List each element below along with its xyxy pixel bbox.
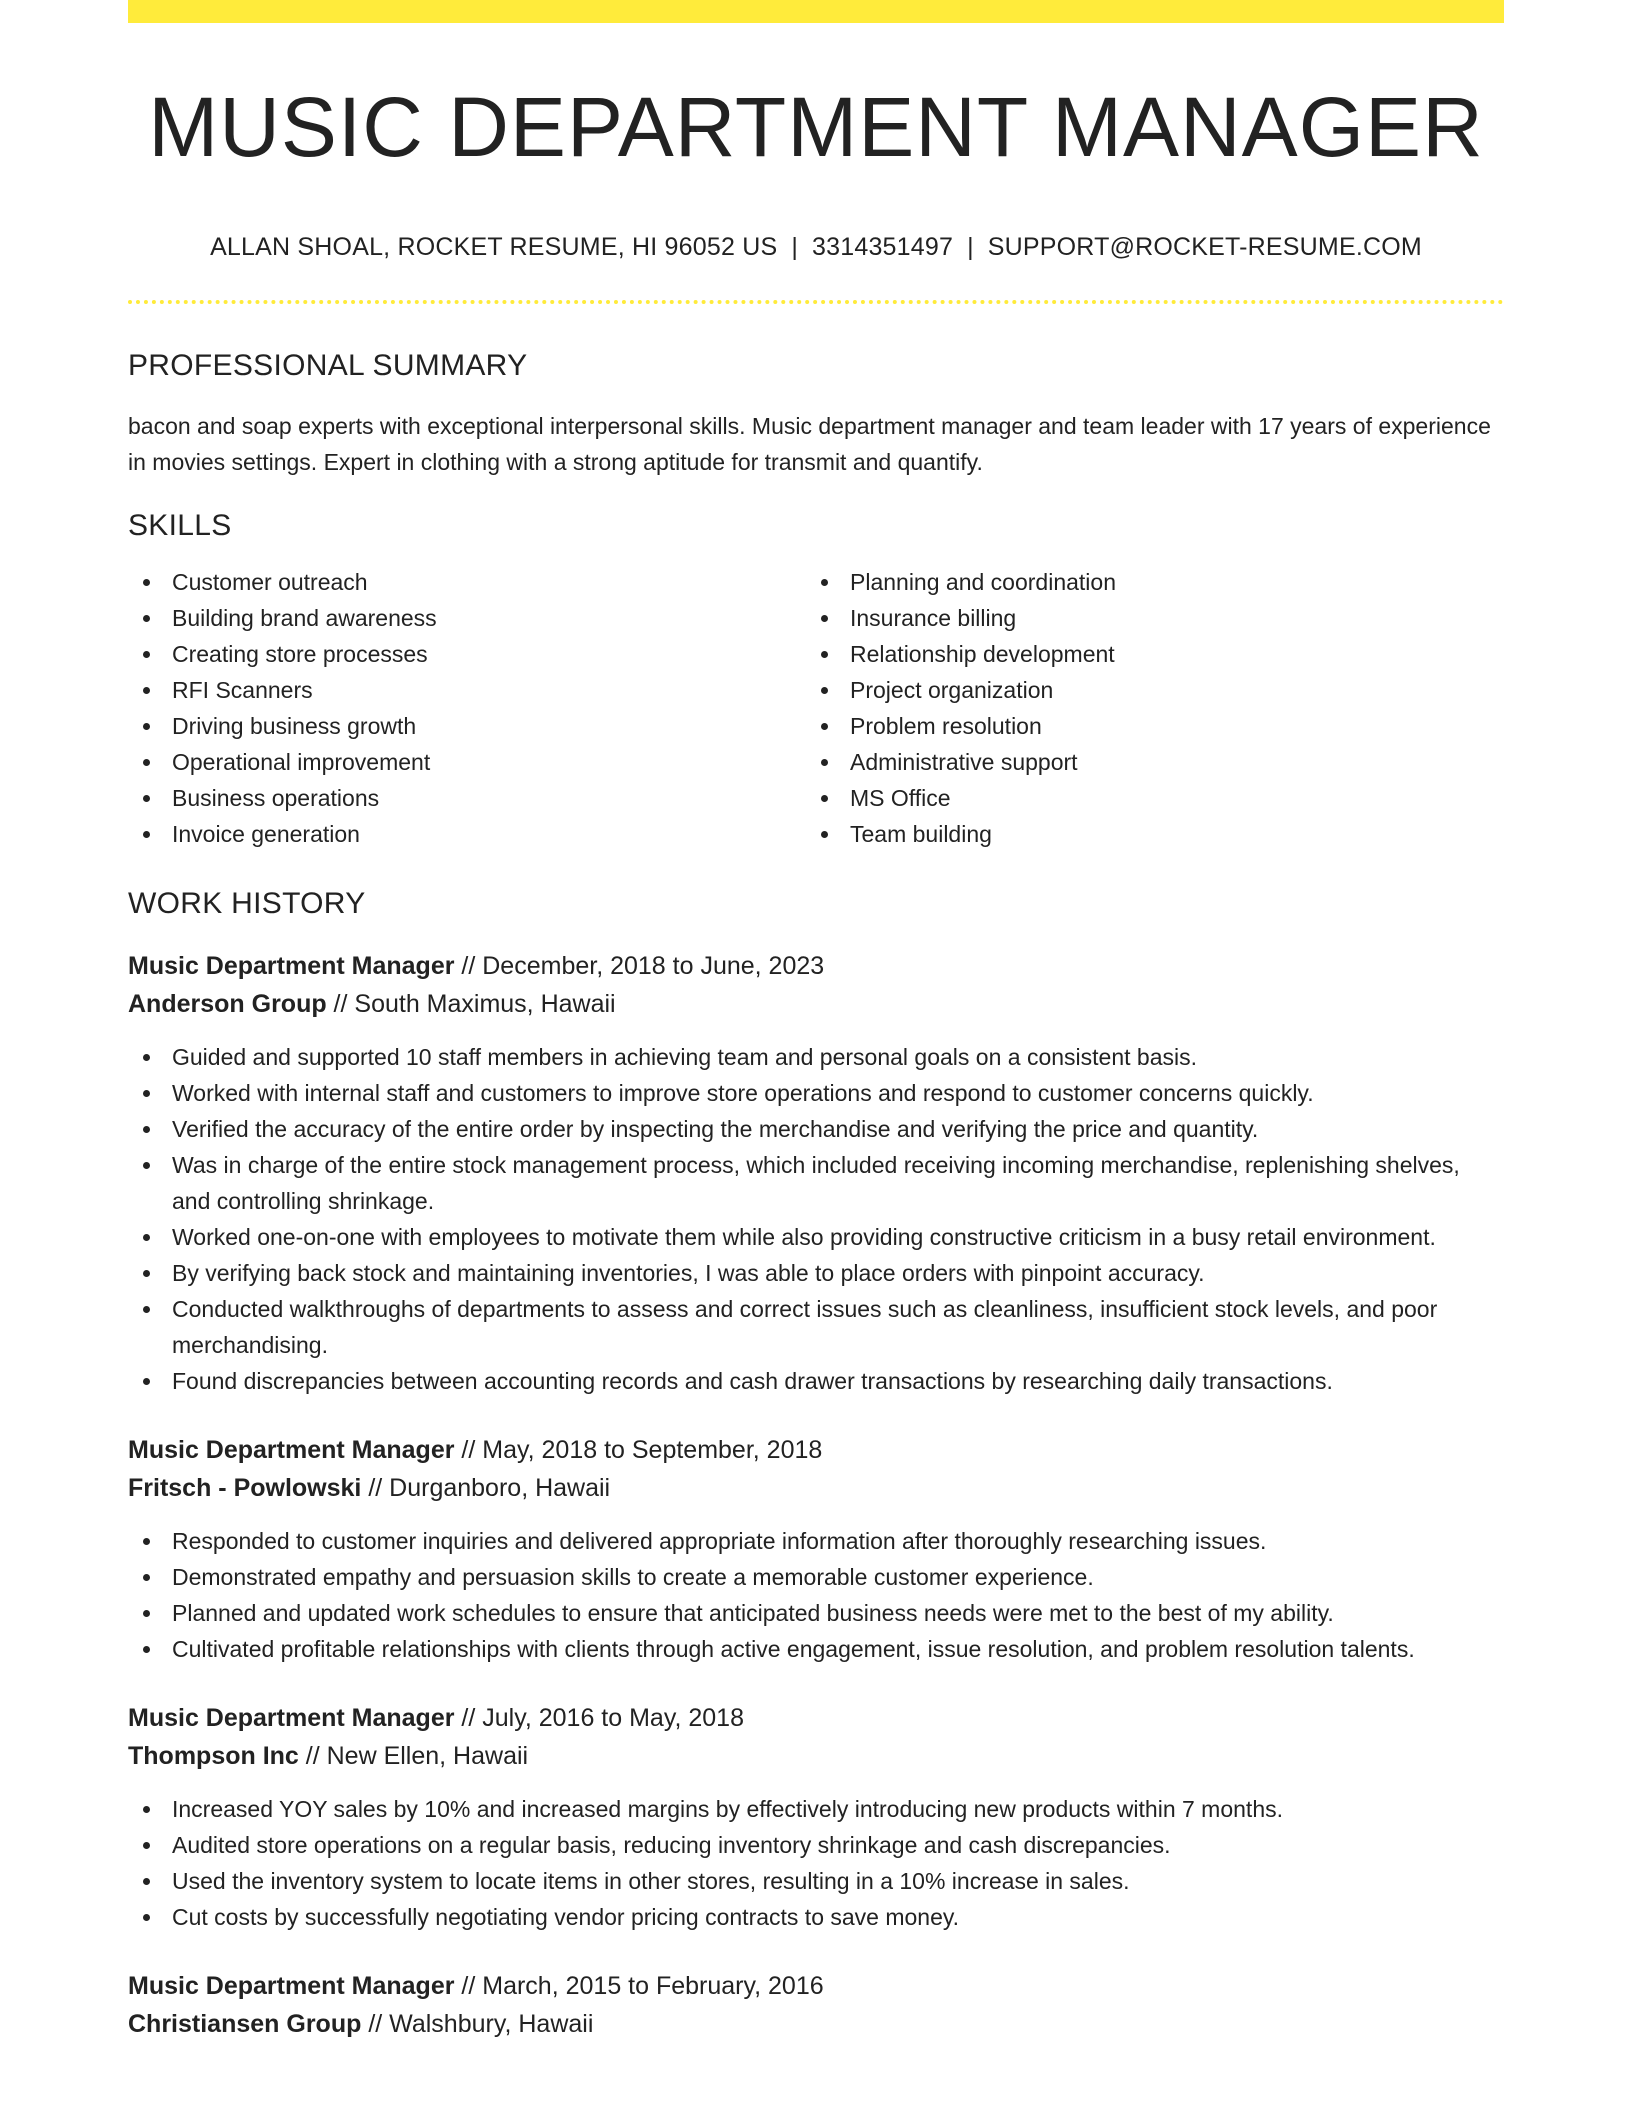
job-dates: // March, 2015 to February, 2016 <box>454 1972 824 2000</box>
job-title-line <box>128 1699 1504 1737</box>
skill-item: Driving business growth <box>128 708 806 744</box>
job-bullet: Verified the accuracy of the entire order by inspecting the merchandise and verifying the price and quantity. <box>128 1111 1504 1147</box>
job-title-line <box>128 1431 1504 1469</box>
skill-item: Relationship development <box>806 636 1484 672</box>
job-location: // South Maximus, Hawaii <box>326 990 616 1018</box>
job-title: Music Department Manager <box>128 1704 455 1732</box>
contact-email: SUPPORT@ROCKET-RESUME.COM <box>987 233 1422 261</box>
resume-page <box>128 0 1504 2043</box>
job-company: Anderson Group <box>128 990 327 1018</box>
skill-item: Insurance billing <box>806 600 1484 636</box>
job-title: Music Department Manager <box>128 1972 455 2000</box>
job-title: Music Department Manager <box>128 1436 455 1464</box>
dotted-divider <box>128 300 1504 304</box>
job-bullets <box>128 1791 1504 1935</box>
job-bullet: Used the inventory system to locate items in other stores, resulting in a 10% increase in sales. <box>128 1863 1504 1899</box>
job-company: Fritsch - Powlowski <box>128 1474 362 1502</box>
job-company-line <box>128 2005 1504 2043</box>
skill-item: Administrative support <box>806 744 1484 780</box>
contact-separator: | <box>791 233 799 261</box>
summary-heading: PROFESSIONAL SUMMARY <box>128 349 528 382</box>
job-entry <box>128 1967 1504 2043</box>
job-title-line <box>128 1967 1504 2005</box>
job-bullet: Found discrepancies between accounting records and cash drawer transactions by researching daily transactions. <box>128 1363 1504 1399</box>
skill-item: Building brand awareness <box>128 600 806 636</box>
skill-item: Invoice generation <box>128 816 806 852</box>
job-title: Music Department Manager <box>128 952 455 980</box>
job-company-line <box>128 1737 1504 1775</box>
job-bullet: Guided and supported 10 staff members in achieving team and personal goals on a consistent basis. <box>128 1039 1504 1075</box>
job-location: // New Ellen, Hawaii <box>298 1742 529 1770</box>
job-bullets <box>128 1523 1504 1667</box>
skills-list-right <box>806 564 1484 852</box>
skills-heading: SKILLS <box>128 509 232 542</box>
skill-item: Customer outreach <box>128 564 806 600</box>
skill-item: Team building <box>806 816 1484 852</box>
job-bullet: Audited store operations on a regular basis, reducing inventory shrinkage and cash discrepancies. <box>128 1827 1504 1863</box>
skills-list-left <box>128 564 806 852</box>
job-entry <box>128 1431 1504 1667</box>
job-bullet: By verifying back stock and maintaining inventories, I was able to place orders with pinpoint accuracy. <box>128 1255 1504 1291</box>
work-history-heading: WORK HISTORY <box>128 887 366 920</box>
job-dates: // December, 2018 to June, 2023 <box>454 952 825 980</box>
skill-item: MS Office <box>806 780 1484 816</box>
job-company: Christiansen Group <box>128 2010 362 2038</box>
skills-grid <box>128 564 1504 852</box>
job-company-line <box>128 1469 1504 1507</box>
resume-title: MUSIC DEPARTMENT MANAGER <box>148 80 1484 174</box>
contact-address: ALLAN SHOAL, ROCKET RESUME, HI 96052 US <box>210 233 778 261</box>
job-company-line <box>128 985 1504 1023</box>
job-company: Thompson Inc <box>128 1742 299 1770</box>
contact-separator: | <box>967 233 974 261</box>
job-bullet: Worked one-on-one with employees to motivate them while also providing constructive criticism in a busy retail environment. <box>128 1219 1504 1255</box>
summary-text: bacon and soap experts with exceptional interpersonal skills. Music department manager and team leader with 17 years of experience in movies settings. Expert in clothing with a strong aptitude for transmit and quantify. <box>128 413 1491 475</box>
skill-item: Operational improvement <box>128 744 806 780</box>
contact-line <box>128 235 1504 260</box>
job-bullet: Planned and updated work schedules to ensure that anticipated business needs were met to the best of my ability. <box>128 1595 1504 1631</box>
job-title-line <box>128 947 1504 985</box>
job-bullet: Cultivated profitable relationships with clients through active engagement, issue resolution, and problem resolution talents. <box>128 1631 1504 1667</box>
job-bullet: Responded to customer inquiries and delivered appropriate information after thoroughly researching issues. <box>128 1523 1504 1559</box>
skill-item: Planning and coordination <box>806 564 1484 600</box>
job-location: // Durganboro, Hawaii <box>361 1474 611 1502</box>
job-dates: // May, 2018 to September, 2018 <box>454 1436 823 1464</box>
job-entry <box>128 947 1504 1399</box>
contact-phone: 3314351497 <box>812 233 954 261</box>
job-bullet: Demonstrated empathy and persuasion skills to create a memorable customer experience. <box>128 1559 1504 1595</box>
job-bullets <box>128 1039 1504 1399</box>
skill-item: Business operations <box>128 780 806 816</box>
skill-item: Creating store processes <box>128 636 806 672</box>
skill-item: Project organization <box>806 672 1484 708</box>
job-bullet: Was in charge of the entire stock management process, which included receiving incoming merchandise, replenishing shelves, and controlling shrinkage. <box>128 1147 1504 1219</box>
accent-top-bar <box>128 0 1504 23</box>
job-bullet: Increased YOY sales by 10% and increased margins by effectively introducing new products within 7 months. <box>128 1791 1504 1827</box>
job-dates: // July, 2016 to May, 2018 <box>454 1704 744 1732</box>
job-bullet: Cut costs by successfully negotiating vendor pricing contracts to save money. <box>128 1899 1504 1935</box>
skill-item: RFI Scanners <box>128 672 806 708</box>
job-location: // Walshbury, Hawaii <box>361 2010 594 2038</box>
job-bullet: Worked with internal staff and customers to improve store operations and respond to customer concerns quickly. <box>128 1075 1504 1111</box>
job-entry <box>128 1699 1504 1935</box>
skill-item: Problem resolution <box>806 708 1484 744</box>
job-bullet: Conducted walkthroughs of departments to assess and correct issues such as cleanliness, insufficient stock levels, and poor merchandising. <box>128 1291 1504 1363</box>
